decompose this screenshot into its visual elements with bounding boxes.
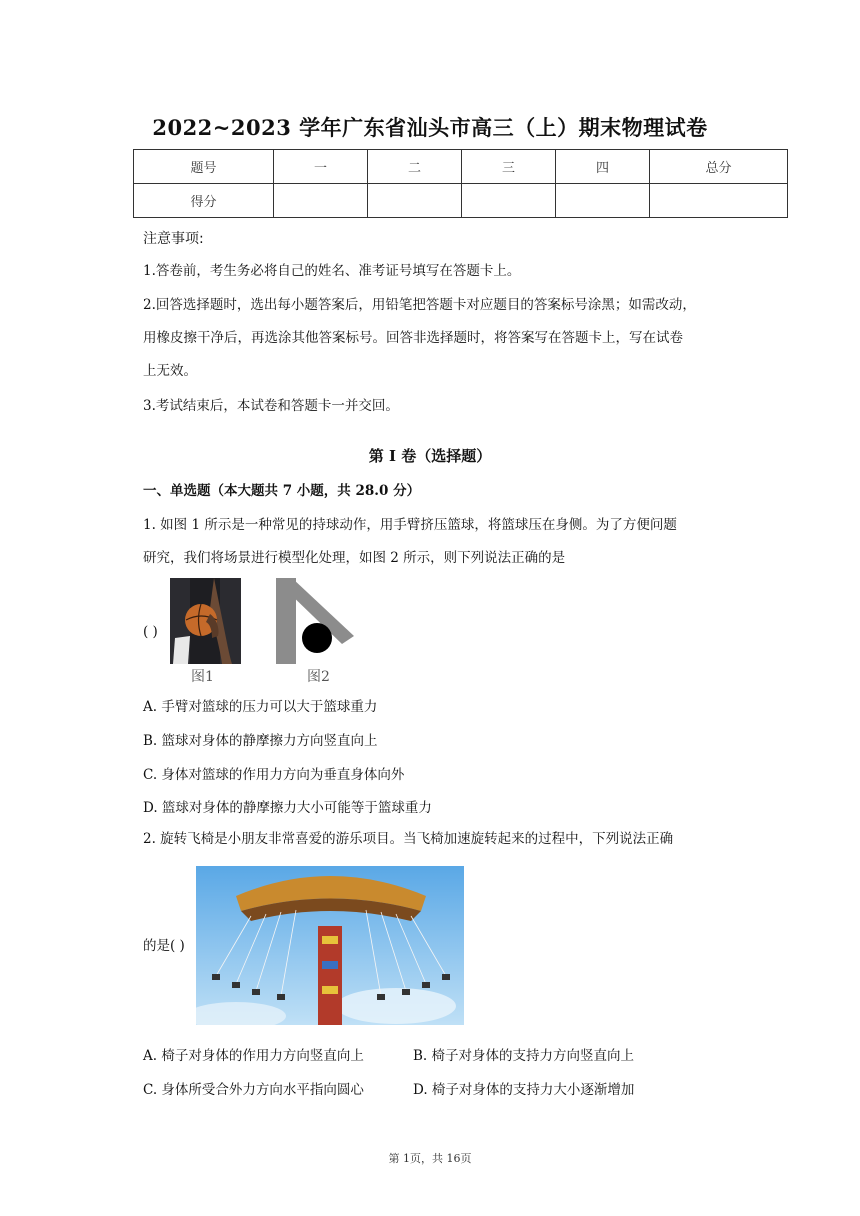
table-cell: 四 (556, 150, 650, 184)
score-table (133, 149, 788, 218)
notice-item: 2.回答选择题时，选出每小题答案后，用铅笔把答题卡对应题目的答案标号涂黑；如需改动， (143, 297, 696, 313)
notice-item: 1.答卷前，考生务必将自己的姓名、准考证号填写在答题卡上。 (143, 263, 521, 279)
score-input-cell[interactable] (650, 184, 788, 218)
score-table-header-row (134, 150, 788, 184)
table-cell: 得分 (134, 184, 274, 218)
question-2-option-a: A. 椅子对身体的作用力方向竖直向上 (143, 1048, 364, 1064)
question-1-option-d: D. 篮球对身体的静摩擦力大小可能等于篮球重力 (143, 800, 432, 816)
question-2-text: 的是( ) (143, 938, 185, 954)
score-input-cell[interactable] (556, 184, 650, 218)
question-1-paren: ( ) (143, 624, 158, 640)
figure-swing-ride-photo (196, 866, 464, 1025)
notice-heading: 注意事项: (143, 231, 204, 247)
table-cell: 总分 (650, 150, 788, 184)
score-input-cell[interactable] (462, 184, 556, 218)
figure-2-model-diagram (274, 578, 354, 664)
question-1-option-b: B. 篮球对身体的静摩擦力方向竖直向上 (143, 733, 378, 749)
page-footer: 第 1页，共 16页 (388, 1152, 472, 1165)
section-title: 第 I 卷（选择题） (368, 447, 492, 465)
question-2-option-b: B. 椅子对身体的支持力方向竖直向上 (413, 1048, 635, 1064)
question-1-option-c: C. 身体对篮球的作用力方向为垂直身体向外 (143, 767, 405, 783)
page-title: 2022~2023 学年广东省汕头市高三（上）期末物理试卷 (152, 115, 708, 140)
score-input-cell[interactable] (274, 184, 368, 218)
question-1-text: 1. 如图 1 所示是一种常见的持球动作，用手臂挤压篮球，将篮球压在身侧。为了方便问题 (143, 517, 677, 533)
figure-1-caption: 图1 (191, 669, 214, 685)
notice-item: 用橡皮擦干净后，再选涂其他答案标号。回答非选择题时，将答案写在答题卡上，写在试卷 (143, 330, 683, 346)
notice-item: 3.考试结束后，本试卷和答题卡一并交回。 (143, 398, 399, 414)
question-1-text: 研究，我们将场景进行模型化处理，如图 2 所示，则下列说法正确的是 (143, 550, 566, 566)
question-2-option-c: C. 身体所受合外力方向水平指向圆心 (143, 1082, 364, 1098)
score-table-score-row (134, 184, 788, 218)
part-title: 一、单选题（本大题共 7 小题，共 28.0 分） (143, 483, 421, 499)
notice-item: 上无效。 (143, 363, 197, 379)
table-cell: 题号 (134, 150, 274, 184)
question-2-option-d: D. 椅子对身体的支持力大小逐渐增加 (413, 1082, 635, 1098)
question-2-text: 2. 旋转飞椅是小朋友非常喜爱的游乐项目。当飞椅加速旋转起来的过程中，下列说法正确 (143, 831, 674, 847)
score-input-cell[interactable] (368, 184, 462, 218)
table-cell: 三 (462, 150, 556, 184)
question-1-option-a: A. 手臂对篮球的压力可以大于篮球重力 (143, 699, 378, 715)
figure-1-basketball-photo (170, 578, 241, 664)
table-cell: 二 (368, 150, 462, 184)
table-cell: 一 (274, 150, 368, 184)
figure-2-caption: 图2 (307, 669, 330, 685)
